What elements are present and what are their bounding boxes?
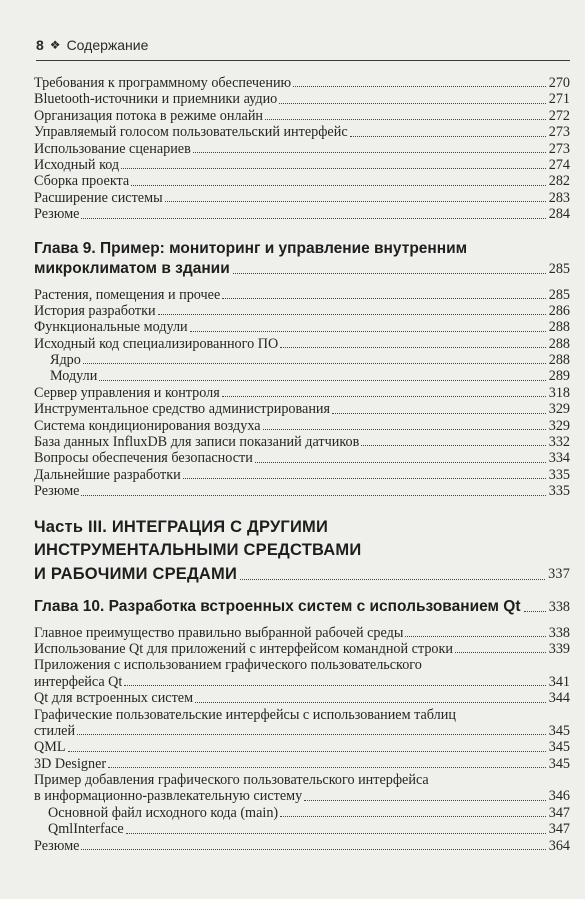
page-ref: 346 <box>548 788 570 805</box>
leader-dots <box>263 429 546 430</box>
toc-entry[interactable] <box>34 789 570 805</box>
ornament-icon: ❖ <box>49 38 61 52</box>
toc-entry[interactable] <box>34 75 570 91</box>
page-ref: 335 <box>548 466 570 483</box>
header-rule <box>36 60 570 61</box>
leader-dots <box>77 734 546 735</box>
entry-title-line: Графические пользовательские интерфейсы с использованием таблиц <box>34 706 456 723</box>
leader-dots <box>350 136 546 137</box>
leader-dots <box>81 218 546 219</box>
leader-dots <box>108 767 546 768</box>
leader-dots <box>455 652 546 653</box>
leader-dots <box>68 751 546 752</box>
leader-dots <box>280 347 546 348</box>
page-number: 8 <box>36 37 44 53</box>
toc-entry[interactable] <box>34 124 570 140</box>
table-of-contents <box>34 75 570 854</box>
part-title-line: Часть III. ИНТЕГРАЦИЯ С ДРУГИМИ <box>34 517 329 536</box>
page-ref: 329 <box>548 417 570 434</box>
toc-entry[interactable] <box>34 625 570 641</box>
toc-entry[interactable] <box>34 467 570 483</box>
entry-title: в информационно-развлекательную систему <box>34 788 303 805</box>
leader-dots <box>524 611 546 612</box>
entry-title: Использование Qt для приложений с интерфейсом командной строки <box>34 640 453 657</box>
entry-title: Растения, помещения и прочее <box>34 286 221 303</box>
page-ref: 345 <box>548 739 570 756</box>
toc-entry[interactable] <box>34 483 570 499</box>
leader-dots <box>158 314 546 315</box>
leader-dots <box>165 201 546 202</box>
toc-entry[interactable] <box>34 91 570 107</box>
page-ref: 270 <box>548 74 570 91</box>
leader-dots <box>405 636 546 637</box>
toc-entry[interactable] <box>34 319 570 335</box>
leader-dots <box>126 833 546 834</box>
entry-title: Qt для встроенных систем <box>34 690 194 707</box>
entry-title: Вопросы обеспечения безопасности <box>34 450 253 467</box>
leader-dots <box>332 413 546 414</box>
leader-dots <box>183 478 546 479</box>
page-ref: 274 <box>548 156 570 173</box>
page-ref: 286 <box>548 302 570 319</box>
leader-dots <box>304 800 546 801</box>
leader-dots <box>131 185 546 186</box>
leader-dots <box>99 380 546 381</box>
toc-section-chapter10 <box>34 625 570 854</box>
entry-title: Сервер управления и контроля <box>34 384 220 401</box>
page-ref: 284 <box>548 206 570 223</box>
toc-entry[interactable] <box>34 838 570 854</box>
entry-title: Ядро <box>50 352 81 369</box>
leader-dots <box>255 462 546 463</box>
entry-title: Сборка проекта <box>34 173 130 190</box>
leader-dots <box>361 445 546 446</box>
entry-title: Bluetooth-источники и приемники аудио <box>34 91 278 108</box>
entry-title: интерфейса Qt <box>34 673 123 690</box>
entry-title: Резюме <box>34 483 80 500</box>
toc-entry[interactable] <box>34 690 570 706</box>
page-ref: 271 <box>548 91 570 108</box>
toc-entry[interactable] <box>34 401 570 417</box>
page-ref: 282 <box>548 173 570 190</box>
entry-title: Исходный код <box>34 156 120 173</box>
entry-title: Основной файл исходного кода (main) <box>48 804 279 821</box>
leader-dots <box>222 298 546 299</box>
leader-dots <box>279 103 546 104</box>
page-ref: 289 <box>548 368 570 385</box>
page-ref: 283 <box>548 189 570 206</box>
page-ref: 288 <box>548 319 570 336</box>
page-ref: 347 <box>548 821 570 838</box>
toc-section-chapter9 <box>34 287 570 500</box>
entry-title: Главное преимущество правильно выбранной рабочей среды <box>34 624 404 641</box>
page-ref: 364 <box>548 837 570 854</box>
chapter-title-line: Глава 10. Разработка встроенных систем с использованием Qt <box>34 597 521 615</box>
toc-entry[interactable] <box>34 418 570 434</box>
entry-title: История разработки <box>34 302 156 319</box>
page-ref: 338 <box>548 624 570 641</box>
page-ref: 329 <box>548 401 570 418</box>
leader-dots <box>81 495 546 496</box>
entry-title: Система кондиционирования воздуха <box>34 417 261 434</box>
page-ref: 345 <box>548 722 570 739</box>
entry-title: Организация потока в режиме онлайн <box>34 107 264 124</box>
page-ref: 332 <box>548 434 570 451</box>
leader-dots <box>83 363 546 364</box>
toc-entry[interactable] <box>34 141 570 157</box>
page-ref: 285 <box>548 260 570 277</box>
toc-entry[interactable] <box>34 173 570 189</box>
page-ref: 335 <box>548 483 570 500</box>
leader-dots <box>265 119 546 120</box>
entry-title: стилей <box>34 722 76 739</box>
page-ref: 334 <box>548 450 570 467</box>
toc-subentry[interactable] <box>34 821 570 837</box>
header-title: Содержание <box>66 37 149 53</box>
chapter-9-heading[interactable] <box>34 239 570 279</box>
entry-title: Модули <box>50 368 98 385</box>
leader-dots <box>190 331 546 332</box>
chapter-title-line: микроклиматом в здании <box>34 259 230 277</box>
part-3-heading[interactable] <box>34 516 570 585</box>
toc-entry[interactable] <box>34 190 570 206</box>
running-header <box>36 34 556 56</box>
page-ref: 341 <box>548 673 570 690</box>
entry-title: Инструментальное средство администрирования <box>34 401 331 418</box>
toc-entry[interactable] <box>34 723 570 739</box>
entry-title: Исходный код специализированного ПО <box>34 335 279 352</box>
page-ref: 273 <box>548 140 570 157</box>
page-ref: 345 <box>548 755 570 772</box>
leader-dots <box>280 816 546 817</box>
leader-dots <box>195 702 546 703</box>
entry-title: Дальнейшие разработки <box>34 466 181 483</box>
leader-dots <box>121 168 546 169</box>
leader-dots <box>240 579 545 580</box>
toc-entry[interactable] <box>34 108 570 124</box>
entry-title: База данных InfluxDB для записи показаний датчиков <box>34 434 360 451</box>
entry-title: 3D Designer <box>34 755 107 772</box>
chapter-10-heading[interactable] <box>34 597 570 617</box>
page-ref: 288 <box>548 352 570 369</box>
toc-entry[interactable] <box>34 756 570 772</box>
toc-subentry[interactable] <box>34 368 570 384</box>
entry-title: Использование сценариев <box>34 140 191 157</box>
toc-entry[interactable] <box>34 206 570 222</box>
page-ref: 339 <box>548 640 570 657</box>
part-title-line: ИНСТРУМЕНТАЛЬНЫМИ СРЕДСТВАМИ <box>34 540 362 559</box>
entry-title-line: Пример добавления графического пользовательского интерфейса <box>34 772 429 789</box>
page-ref: 288 <box>548 335 570 352</box>
leader-dots <box>233 273 546 274</box>
leader-dots <box>193 152 546 153</box>
toc-entry[interactable] <box>34 287 570 303</box>
chapter-title-line: Глава 9. Пример: мониторинг и управление внутренним <box>34 239 468 257</box>
toc-entry[interactable] <box>34 450 570 466</box>
page-ref: 344 <box>548 690 570 707</box>
toc-subentry[interactable] <box>34 352 570 368</box>
entry-title: Управляемый голосом пользовательский интерфейс <box>34 124 348 141</box>
entry-title: Резюме <box>34 206 80 223</box>
entry-title: Функциональные модули <box>34 319 188 336</box>
toc-entry[interactable] <box>34 739 570 755</box>
leader-dots <box>124 685 546 686</box>
toc-entry[interactable] <box>34 157 570 173</box>
toc-entry[interactable] <box>34 641 570 657</box>
page-ref: 318 <box>548 384 570 401</box>
toc-section-chapter8-tail <box>34 75 570 223</box>
page-ref: 338 <box>548 598 570 615</box>
toc-entry[interactable] <box>34 303 570 319</box>
entry-title: Требования к программному обеспечению <box>34 74 292 91</box>
entry-title-line: Приложения с использованием графического пользовательского <box>34 657 422 674</box>
leader-dots <box>81 849 546 850</box>
toc-entry[interactable] <box>34 385 570 401</box>
page-ref: 347 <box>548 804 570 821</box>
toc-subentry[interactable] <box>34 805 570 821</box>
leader-dots <box>293 86 546 87</box>
page-ref: 273 <box>548 124 570 141</box>
entry-title: QML <box>34 739 66 756</box>
part-title-line: И РАБОЧИМИ СРЕДАМИ <box>34 564 238 583</box>
toc-entry[interactable] <box>34 674 570 690</box>
page-ref: 285 <box>548 286 570 303</box>
entry-title: QmlInterface <box>48 821 124 838</box>
entry-title: Расширение системы <box>34 189 163 206</box>
entry-title: Резюме <box>34 837 80 854</box>
page-ref: 272 <box>548 107 570 124</box>
page-ref: 337 <box>548 565 570 582</box>
toc-entry[interactable] <box>34 336 570 352</box>
toc-entry[interactable] <box>34 434 570 450</box>
leader-dots <box>222 396 546 397</box>
